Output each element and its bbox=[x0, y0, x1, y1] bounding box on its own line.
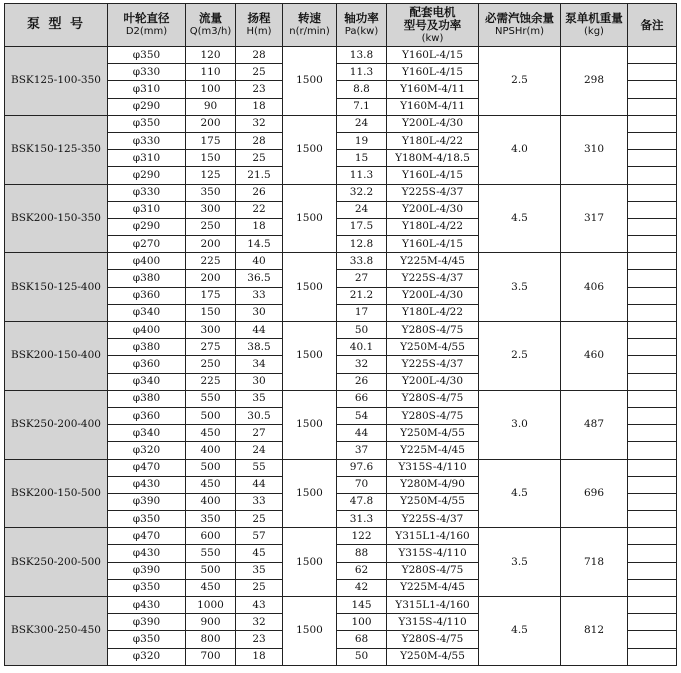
impeller-diameter-cell: φ290 bbox=[108, 98, 186, 115]
header-speed: 转速 n(r/min) bbox=[283, 4, 337, 47]
flow-cell: 450 bbox=[186, 425, 236, 442]
npsh-cell: 4.5 bbox=[479, 184, 561, 253]
flow-cell: 600 bbox=[186, 528, 236, 545]
flow-cell: 200 bbox=[186, 236, 236, 253]
shaft-power-cell: 97.6 bbox=[337, 459, 387, 476]
remark-cell bbox=[628, 597, 677, 614]
remark-cell bbox=[628, 322, 677, 339]
impeller-diameter-cell: φ390 bbox=[108, 493, 186, 510]
impeller-diameter-cell: φ340 bbox=[108, 304, 186, 321]
motor-cell: Y200L-4/30 bbox=[387, 373, 479, 390]
remark-cell bbox=[628, 476, 677, 493]
motor-cell: Y315L1-4/160 bbox=[387, 528, 479, 545]
flow-cell: 150 bbox=[186, 150, 236, 167]
table-row bbox=[5, 322, 677, 339]
motor-cell: Y180M-4/18.5 bbox=[387, 150, 479, 167]
shaft-power-cell: 33.8 bbox=[337, 253, 387, 270]
head-cell: 23 bbox=[236, 81, 283, 98]
head-cell: 45 bbox=[236, 545, 283, 562]
shaft-power-cell: 13.8 bbox=[337, 47, 387, 64]
model-cell: BSK300-250-450 bbox=[5, 597, 108, 666]
table-row bbox=[5, 253, 677, 270]
flow-cell: 150 bbox=[186, 304, 236, 321]
npsh-cell: 4.5 bbox=[479, 597, 561, 666]
model-cell: BSK125-100-350 bbox=[5, 47, 108, 116]
flow-cell: 120 bbox=[186, 47, 236, 64]
npsh-cell: 2.5 bbox=[479, 47, 561, 116]
table-header bbox=[5, 4, 677, 47]
motor-cell: Y225M-4/45 bbox=[387, 579, 479, 596]
remark-cell bbox=[628, 459, 677, 476]
motor-cell: Y280S-4/75 bbox=[387, 322, 479, 339]
header-row bbox=[5, 4, 677, 47]
header-head: 扬程 H(m) bbox=[236, 4, 283, 47]
impeller-diameter-cell: φ380 bbox=[108, 270, 186, 287]
impeller-diameter-cell: φ470 bbox=[108, 528, 186, 545]
head-cell: 18 bbox=[236, 648, 283, 665]
head-cell: 35 bbox=[236, 390, 283, 407]
shaft-power-cell: 70 bbox=[337, 476, 387, 493]
impeller-diameter-cell: φ430 bbox=[108, 545, 186, 562]
impeller-diameter-cell: φ350 bbox=[108, 579, 186, 596]
shaft-power-cell: 11.3 bbox=[337, 64, 387, 81]
weight-cell: 317 bbox=[561, 184, 628, 253]
flow-cell: 700 bbox=[186, 648, 236, 665]
remark-cell bbox=[628, 511, 677, 528]
motor-cell: Y160L-4/15 bbox=[387, 64, 479, 81]
speed-cell: 1500 bbox=[283, 459, 337, 528]
model-cell: BSK200-150-500 bbox=[5, 459, 108, 528]
remark-cell bbox=[628, 562, 677, 579]
flow-cell: 100 bbox=[186, 81, 236, 98]
flow-cell: 500 bbox=[186, 562, 236, 579]
motor-cell: Y160L-4/15 bbox=[387, 47, 479, 64]
impeller-diameter-cell: φ320 bbox=[108, 648, 186, 665]
header-impeller-diameter: 叶轮直径 D2(mm) bbox=[108, 4, 186, 47]
impeller-diameter-cell: φ350 bbox=[108, 115, 186, 132]
shaft-power-cell: 40.1 bbox=[337, 339, 387, 356]
flow-cell: 800 bbox=[186, 631, 236, 648]
shaft-power-cell: 66 bbox=[337, 390, 387, 407]
impeller-diameter-cell: φ360 bbox=[108, 287, 186, 304]
speed-cell: 1500 bbox=[283, 322, 337, 391]
remark-cell bbox=[628, 184, 677, 201]
remark-cell bbox=[628, 545, 677, 562]
remark-cell bbox=[628, 614, 677, 631]
impeller-diameter-cell: φ400 bbox=[108, 322, 186, 339]
head-cell: 34 bbox=[236, 356, 283, 373]
npsh-cell: 3.0 bbox=[479, 390, 561, 459]
shaft-power-cell: 50 bbox=[337, 322, 387, 339]
motor-cell: Y315S-4/110 bbox=[387, 459, 479, 476]
motor-cell: Y160L-4/15 bbox=[387, 236, 479, 253]
shaft-power-cell: 24 bbox=[337, 115, 387, 132]
flow-cell: 1000 bbox=[186, 597, 236, 614]
impeller-diameter-cell: φ390 bbox=[108, 562, 186, 579]
head-cell: 21.5 bbox=[236, 167, 283, 184]
remark-cell bbox=[628, 270, 677, 287]
model-cell: BSK250-200-500 bbox=[5, 528, 108, 597]
shaft-power-cell: 50 bbox=[337, 648, 387, 665]
head-cell: 30.5 bbox=[236, 407, 283, 424]
speed-cell: 1500 bbox=[283, 115, 337, 184]
remark-cell bbox=[628, 304, 677, 321]
head-cell: 33 bbox=[236, 493, 283, 510]
model-cell: BSK150-125-400 bbox=[5, 253, 108, 322]
shaft-power-cell: 15 bbox=[337, 150, 387, 167]
flow-cell: 400 bbox=[186, 493, 236, 510]
remark-cell bbox=[628, 425, 677, 442]
impeller-diameter-cell: φ330 bbox=[108, 184, 186, 201]
shaft-power-cell: 31.3 bbox=[337, 511, 387, 528]
shaft-power-cell: 54 bbox=[337, 407, 387, 424]
motor-cell: Y160M-4/11 bbox=[387, 81, 479, 98]
npsh-cell: 3.5 bbox=[479, 528, 561, 597]
motor-cell: Y250M-4/55 bbox=[387, 493, 479, 510]
npsh-cell: 4.5 bbox=[479, 459, 561, 528]
flow-cell: 900 bbox=[186, 614, 236, 631]
model-cell: BSK200-150-400 bbox=[5, 322, 108, 391]
shaft-power-cell: 44 bbox=[337, 425, 387, 442]
remark-cell bbox=[628, 493, 677, 510]
remark-cell bbox=[628, 442, 677, 459]
table-body bbox=[5, 47, 677, 666]
head-cell: 32 bbox=[236, 115, 283, 132]
motor-cell: Y280M-4/90 bbox=[387, 476, 479, 493]
header-flow: 流量 Q(m3/h) bbox=[186, 4, 236, 47]
impeller-diameter-cell: φ290 bbox=[108, 218, 186, 235]
head-cell: 28 bbox=[236, 132, 283, 149]
flow-cell: 175 bbox=[186, 287, 236, 304]
impeller-diameter-cell: φ320 bbox=[108, 442, 186, 459]
remark-cell bbox=[628, 150, 677, 167]
pump-spec-table bbox=[4, 3, 677, 666]
remark-cell bbox=[628, 115, 677, 132]
motor-cell: Y180L-4/22 bbox=[387, 132, 479, 149]
table-row bbox=[5, 528, 677, 545]
header-motor: 配套电机 型号及功率 (kw) bbox=[387, 4, 479, 47]
head-cell: 25 bbox=[236, 64, 283, 81]
shaft-power-cell: 7.1 bbox=[337, 98, 387, 115]
weight-cell: 298 bbox=[561, 47, 628, 116]
remark-cell bbox=[628, 287, 677, 304]
impeller-diameter-cell: φ310 bbox=[108, 81, 186, 98]
flow-cell: 550 bbox=[186, 545, 236, 562]
shaft-power-cell: 27 bbox=[337, 270, 387, 287]
header-npsh: 必需汽蚀余量 NPSHr(m) bbox=[479, 4, 561, 47]
shaft-power-cell: 17 bbox=[337, 304, 387, 321]
remark-cell bbox=[628, 407, 677, 424]
impeller-diameter-cell: φ470 bbox=[108, 459, 186, 476]
npsh-cell: 3.5 bbox=[479, 253, 561, 322]
motor-cell: Y200L-4/30 bbox=[387, 115, 479, 132]
header-remark: 备注 bbox=[628, 4, 677, 47]
head-cell: 24 bbox=[236, 442, 283, 459]
weight-cell: 310 bbox=[561, 115, 628, 184]
head-cell: 22 bbox=[236, 201, 283, 218]
motor-cell: Y225S-4/37 bbox=[387, 356, 479, 373]
remark-cell bbox=[628, 98, 677, 115]
speed-cell: 1500 bbox=[283, 390, 337, 459]
impeller-diameter-cell: φ360 bbox=[108, 407, 186, 424]
head-cell: 33 bbox=[236, 287, 283, 304]
flow-cell: 350 bbox=[186, 511, 236, 528]
impeller-diameter-cell: φ340 bbox=[108, 425, 186, 442]
flow-cell: 450 bbox=[186, 579, 236, 596]
remark-cell bbox=[628, 579, 677, 596]
motor-cell: Y225M-4/45 bbox=[387, 253, 479, 270]
motor-cell: Y160M-4/11 bbox=[387, 98, 479, 115]
head-cell: 44 bbox=[236, 476, 283, 493]
motor-cell: Y280S-4/75 bbox=[387, 390, 479, 407]
impeller-diameter-cell: φ350 bbox=[108, 511, 186, 528]
remark-cell bbox=[628, 132, 677, 149]
remark-cell bbox=[628, 81, 677, 98]
shaft-power-cell: 100 bbox=[337, 614, 387, 631]
head-cell: 40 bbox=[236, 253, 283, 270]
remark-cell bbox=[628, 631, 677, 648]
remark-cell bbox=[628, 47, 677, 64]
flow-cell: 200 bbox=[186, 115, 236, 132]
shaft-power-cell: 32.2 bbox=[337, 184, 387, 201]
shaft-power-cell: 21.2 bbox=[337, 287, 387, 304]
remark-cell bbox=[628, 236, 677, 253]
table-row bbox=[5, 390, 677, 407]
speed-cell: 1500 bbox=[283, 597, 337, 666]
shaft-power-cell: 47.8 bbox=[337, 493, 387, 510]
head-cell: 25 bbox=[236, 150, 283, 167]
head-cell: 57 bbox=[236, 528, 283, 545]
shaft-power-cell: 88 bbox=[337, 545, 387, 562]
shaft-power-cell: 8.8 bbox=[337, 81, 387, 98]
shaft-power-cell: 42 bbox=[337, 579, 387, 596]
table-row bbox=[5, 115, 677, 132]
weight-cell: 460 bbox=[561, 322, 628, 391]
head-cell: 18 bbox=[236, 98, 283, 115]
impeller-diameter-cell: φ430 bbox=[108, 476, 186, 493]
header-weight: 泵单机重量 (kg) bbox=[561, 4, 628, 47]
head-cell: 25 bbox=[236, 579, 283, 596]
flow-cell: 300 bbox=[186, 201, 236, 218]
speed-cell: 1500 bbox=[283, 47, 337, 116]
impeller-diameter-cell: φ330 bbox=[108, 64, 186, 81]
head-cell: 30 bbox=[236, 304, 283, 321]
impeller-diameter-cell: φ350 bbox=[108, 47, 186, 64]
flow-cell: 275 bbox=[186, 339, 236, 356]
head-cell: 27 bbox=[236, 425, 283, 442]
head-cell: 55 bbox=[236, 459, 283, 476]
remark-cell bbox=[628, 390, 677, 407]
model-cell: BSK250-200-400 bbox=[5, 390, 108, 459]
remark-cell bbox=[628, 648, 677, 665]
head-cell: 25 bbox=[236, 511, 283, 528]
flow-cell: 90 bbox=[186, 98, 236, 115]
model-cell: BSK200-150-350 bbox=[5, 184, 108, 253]
flow-cell: 250 bbox=[186, 218, 236, 235]
flow-cell: 300 bbox=[186, 322, 236, 339]
weight-cell: 487 bbox=[561, 390, 628, 459]
motor-cell: Y225M-4/45 bbox=[387, 442, 479, 459]
speed-cell: 1500 bbox=[283, 253, 337, 322]
weight-cell: 812 bbox=[561, 597, 628, 666]
remark-cell bbox=[628, 528, 677, 545]
motor-cell: Y225S-4/37 bbox=[387, 511, 479, 528]
flow-cell: 550 bbox=[186, 390, 236, 407]
motor-cell: Y225S-4/37 bbox=[387, 184, 479, 201]
head-cell: 28 bbox=[236, 47, 283, 64]
impeller-diameter-cell: φ360 bbox=[108, 356, 186, 373]
head-cell: 14.5 bbox=[236, 236, 283, 253]
impeller-diameter-cell: φ400 bbox=[108, 253, 186, 270]
head-cell: 32 bbox=[236, 614, 283, 631]
model-cell: BSK150-125-350 bbox=[5, 115, 108, 184]
weight-cell: 718 bbox=[561, 528, 628, 597]
motor-cell: Y180L-4/22 bbox=[387, 218, 479, 235]
head-cell: 36.5 bbox=[236, 270, 283, 287]
impeller-diameter-cell: φ340 bbox=[108, 373, 186, 390]
flow-cell: 500 bbox=[186, 407, 236, 424]
npsh-cell: 2.5 bbox=[479, 322, 561, 391]
impeller-diameter-cell: φ430 bbox=[108, 597, 186, 614]
head-cell: 30 bbox=[236, 373, 283, 390]
shaft-power-cell: 145 bbox=[337, 597, 387, 614]
remark-cell bbox=[628, 339, 677, 356]
motor-cell: Y250M-4/55 bbox=[387, 339, 479, 356]
head-cell: 23 bbox=[236, 631, 283, 648]
shaft-power-cell: 24 bbox=[337, 201, 387, 218]
flow-cell: 125 bbox=[186, 167, 236, 184]
motor-cell: Y160L-4/15 bbox=[387, 167, 479, 184]
table-row bbox=[5, 47, 677, 64]
spec-sheet bbox=[4, 3, 676, 666]
head-cell: 26 bbox=[236, 184, 283, 201]
impeller-diameter-cell: φ290 bbox=[108, 167, 186, 184]
flow-cell: 110 bbox=[186, 64, 236, 81]
head-cell: 18 bbox=[236, 218, 283, 235]
table-row bbox=[5, 597, 677, 614]
shaft-power-cell: 62 bbox=[337, 562, 387, 579]
impeller-diameter-cell: φ390 bbox=[108, 614, 186, 631]
motor-cell: Y280S-4/75 bbox=[387, 631, 479, 648]
head-cell: 44 bbox=[236, 322, 283, 339]
remark-cell bbox=[628, 356, 677, 373]
motor-cell: Y280S-4/75 bbox=[387, 562, 479, 579]
flow-cell: 500 bbox=[186, 459, 236, 476]
head-cell: 38.5 bbox=[236, 339, 283, 356]
flow-cell: 350 bbox=[186, 184, 236, 201]
remark-cell bbox=[628, 167, 677, 184]
flow-cell: 250 bbox=[186, 356, 236, 373]
impeller-diameter-cell: φ310 bbox=[108, 201, 186, 218]
remark-cell bbox=[628, 253, 677, 270]
speed-cell: 1500 bbox=[283, 184, 337, 253]
motor-cell: Y200L-4/30 bbox=[387, 201, 479, 218]
motor-cell: Y250M-4/55 bbox=[387, 425, 479, 442]
flow-cell: 450 bbox=[186, 476, 236, 493]
motor-cell: Y225S-4/37 bbox=[387, 270, 479, 287]
motor-cell: Y180L-4/22 bbox=[387, 304, 479, 321]
impeller-diameter-cell: φ330 bbox=[108, 132, 186, 149]
flow-cell: 200 bbox=[186, 270, 236, 287]
motor-cell: Y315S-4/110 bbox=[387, 614, 479, 631]
flow-cell: 225 bbox=[186, 373, 236, 390]
shaft-power-cell: 122 bbox=[337, 528, 387, 545]
shaft-power-cell: 19 bbox=[337, 132, 387, 149]
remark-cell bbox=[628, 64, 677, 81]
weight-cell: 696 bbox=[561, 459, 628, 528]
flow-cell: 400 bbox=[186, 442, 236, 459]
shaft-power-cell: 68 bbox=[337, 631, 387, 648]
motor-cell: Y280S-4/75 bbox=[387, 407, 479, 424]
shaft-power-cell: 17.5 bbox=[337, 218, 387, 235]
shaft-power-cell: 32 bbox=[337, 356, 387, 373]
motor-cell: Y250M-4/55 bbox=[387, 648, 479, 665]
table-row bbox=[5, 184, 677, 201]
shaft-power-cell: 37 bbox=[337, 442, 387, 459]
flow-cell: 175 bbox=[186, 132, 236, 149]
shaft-power-cell: 26 bbox=[337, 373, 387, 390]
shaft-power-cell: 11.3 bbox=[337, 167, 387, 184]
impeller-diameter-cell: φ380 bbox=[108, 339, 186, 356]
table-row bbox=[5, 459, 677, 476]
remark-cell bbox=[628, 201, 677, 218]
motor-cell: Y200L-4/30 bbox=[387, 287, 479, 304]
shaft-power-cell: 12.8 bbox=[337, 236, 387, 253]
speed-cell: 1500 bbox=[283, 528, 337, 597]
motor-cell: Y315S-4/110 bbox=[387, 545, 479, 562]
head-cell: 43 bbox=[236, 597, 283, 614]
impeller-diameter-cell: φ270 bbox=[108, 236, 186, 253]
npsh-cell: 4.0 bbox=[479, 115, 561, 184]
header-model: 泵 型 号 bbox=[5, 4, 108, 47]
impeller-diameter-cell: φ310 bbox=[108, 150, 186, 167]
motor-cell: Y315L1-4/160 bbox=[387, 597, 479, 614]
impeller-diameter-cell: φ350 bbox=[108, 631, 186, 648]
flow-cell: 225 bbox=[186, 253, 236, 270]
remark-cell bbox=[628, 373, 677, 390]
head-cell: 35 bbox=[236, 562, 283, 579]
remark-cell bbox=[628, 218, 677, 235]
header-shaft-power: 轴功率 Pa(kw) bbox=[337, 4, 387, 47]
impeller-diameter-cell: φ380 bbox=[108, 390, 186, 407]
weight-cell: 406 bbox=[561, 253, 628, 322]
